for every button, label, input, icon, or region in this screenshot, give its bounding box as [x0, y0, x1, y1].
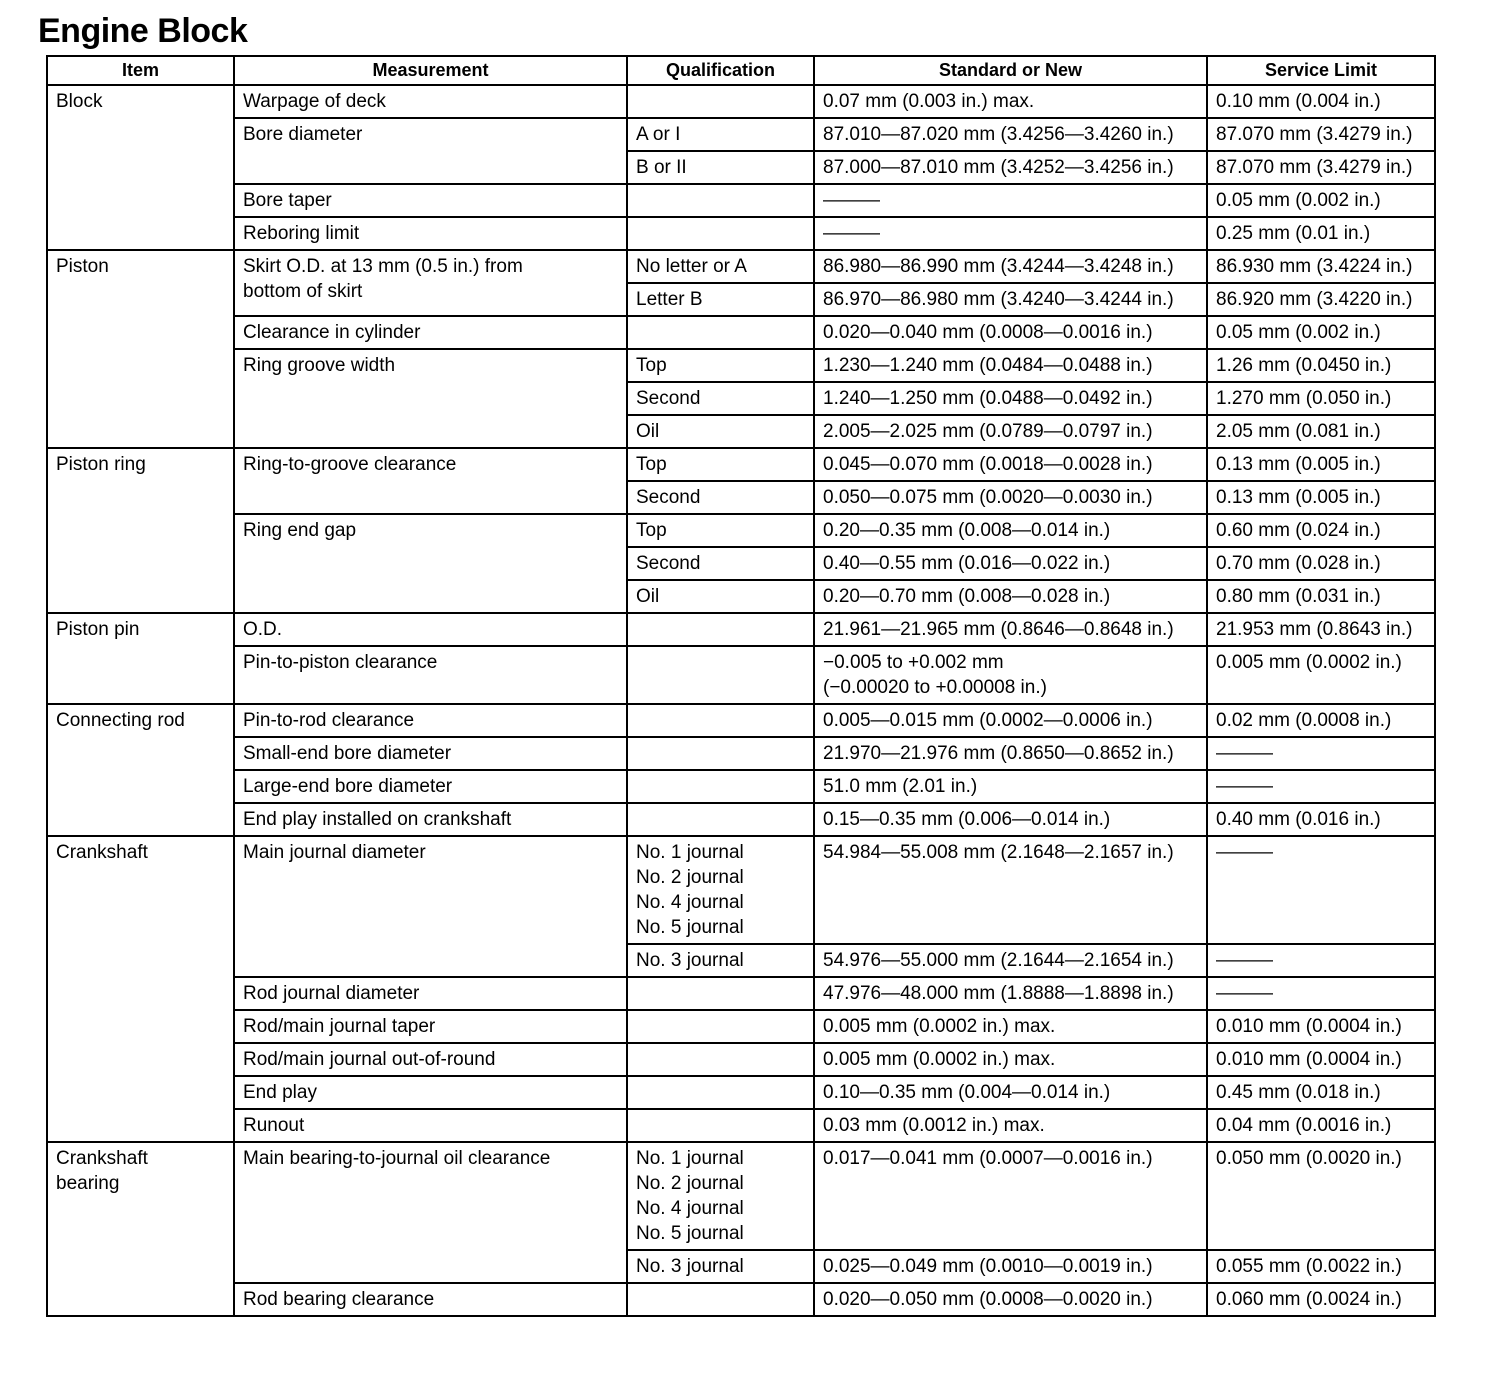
header-service-limit: Service Limit — [1207, 56, 1435, 85]
measurement-cell: End play installed on crankshaft — [234, 803, 627, 836]
measurement-cell: Bore taper — [234, 184, 627, 217]
standard-cell: 0.017—0.041 mm (0.0007—0.0016 in.) — [814, 1142, 1207, 1250]
measurement-cell: Rod/main journal out-of-round — [234, 1043, 627, 1076]
measurement-cell: Large-end bore diameter — [234, 770, 627, 803]
table-row — [47, 803, 1435, 836]
standard-cell: 0.03 mm (0.0012 in.) max. — [814, 1109, 1207, 1142]
measurement-cell: Main bearing-to-journal oil clearance — [234, 1142, 627, 1283]
service-limit-cell: 0.04 mm (0.0016 in.) — [1207, 1109, 1435, 1142]
qualification-cell — [627, 85, 814, 118]
item-cell: Crankshaft — [47, 836, 234, 1142]
standard-cell: 0.050—0.075 mm (0.0020—0.0030 in.) — [814, 481, 1207, 514]
standard-cell: 1.240—1.250 mm (0.0488—0.0492 in.) — [814, 382, 1207, 415]
item-cell: Connecting rod — [47, 704, 234, 836]
qualification-cell: Letter B — [627, 283, 814, 316]
measurement-cell: Ring groove width — [234, 349, 627, 448]
qualification-cell — [627, 803, 814, 836]
qualification-cell — [627, 1109, 814, 1142]
standard-cell: 0.40—0.55 mm (0.016—0.022 in.) — [814, 547, 1207, 580]
standard-cell: 86.970—86.980 mm (3.4240—3.4244 in.) — [814, 283, 1207, 316]
header-standard: Standard or New — [814, 56, 1207, 85]
page-title: Engine Block — [38, 12, 248, 50]
table-row — [47, 118, 1435, 151]
measurement-cell: Pin-to-rod clearance — [234, 704, 627, 737]
qualification-cell: Top — [627, 448, 814, 481]
table-row — [47, 613, 1435, 646]
service-limit-cell: ——— — [1207, 944, 1435, 977]
service-limit-cell: ——— — [1207, 836, 1435, 944]
service-limit-cell: 0.13 mm (0.005 in.) — [1207, 448, 1435, 481]
standard-cell: 0.10—0.35 mm (0.004—0.014 in.) — [814, 1076, 1207, 1109]
qualification-cell — [627, 770, 814, 803]
qualification-cell: Second — [627, 382, 814, 415]
standard-cell: 0.020—0.040 mm (0.0008—0.0016 in.) — [814, 316, 1207, 349]
standard-cell: 21.961—21.965 mm (0.8646—0.8648 in.) — [814, 613, 1207, 646]
service-limit-cell: 1.26 mm (0.0450 in.) — [1207, 349, 1435, 382]
qualification-cell: No. 1 journal No. 2 journal No. 4 journal No. 5 journal — [627, 1142, 814, 1250]
service-limit-cell: 0.02 mm (0.0008 in.) — [1207, 704, 1435, 737]
measurement-cell: Rod bearing clearance — [234, 1283, 627, 1316]
table-row — [47, 184, 1435, 217]
service-limit-cell: 0.05 mm (0.002 in.) — [1207, 316, 1435, 349]
service-limit-cell: 0.25 mm (0.01 in.) — [1207, 217, 1435, 250]
service-limit-cell: 0.005 mm (0.0002 in.) — [1207, 646, 1435, 704]
table-row — [47, 770, 1435, 803]
standard-cell: 54.984—55.008 mm (2.1648—2.1657 in.) — [814, 836, 1207, 944]
table-row — [47, 1043, 1435, 1076]
service-limit-cell: 0.40 mm (0.016 in.) — [1207, 803, 1435, 836]
item-cell: Crankshaft bearing — [47, 1142, 234, 1316]
measurement-cell: Ring-to-groove clearance — [234, 448, 627, 514]
standard-cell: 0.020—0.050 mm (0.0008—0.0020 in.) — [814, 1283, 1207, 1316]
table-row — [47, 316, 1435, 349]
measurement-cell: Main journal diameter — [234, 836, 627, 977]
table-row — [47, 1109, 1435, 1142]
measurement-cell: Reboring limit — [234, 217, 627, 250]
table-row — [47, 514, 1435, 547]
standard-cell: 0.005—0.015 mm (0.0002—0.0006 in.) — [814, 704, 1207, 737]
standard-cell: 21.970—21.976 mm (0.8650—0.8652 in.) — [814, 737, 1207, 770]
table-row — [47, 349, 1435, 382]
table-row — [47, 977, 1435, 1010]
qualification-cell: No. 3 journal — [627, 1250, 814, 1283]
standard-cell: 1.230—1.240 mm (0.0484—0.0488 in.) — [814, 349, 1207, 382]
measurement-cell: Pin-to-piston clearance — [234, 646, 627, 704]
standard-cell: −0.005 to +0.002 mm (−0.00020 to +0.00008 in.) — [814, 646, 1207, 704]
service-limit-cell: ——— — [1207, 770, 1435, 803]
qualification-cell: Top — [627, 514, 814, 547]
qualification-cell — [627, 1043, 814, 1076]
qualification-cell: Top — [627, 349, 814, 382]
engine-block-spec-table — [46, 55, 1436, 1317]
item-cell: Piston pin — [47, 613, 234, 704]
standard-cell: 0.20—0.70 mm (0.008—0.028 in.) — [814, 580, 1207, 613]
qualification-cell — [627, 184, 814, 217]
table-row — [47, 646, 1435, 704]
table-row — [47, 704, 1435, 737]
measurement-cell: Small-end bore diameter — [234, 737, 627, 770]
qualification-cell: B or II — [627, 151, 814, 184]
standard-cell: 0.005 mm (0.0002 in.) max. — [814, 1010, 1207, 1043]
measurement-cell: Ring end gap — [234, 514, 627, 613]
standard-cell: 0.025—0.049 mm (0.0010—0.0019 in.) — [814, 1250, 1207, 1283]
service-limit-cell: 86.920 mm (3.4220 in.) — [1207, 283, 1435, 316]
standard-cell: 87.010—87.020 mm (3.4256—3.4260 in.) — [814, 118, 1207, 151]
qualification-cell: A or I — [627, 118, 814, 151]
item-cell: Block — [47, 85, 234, 250]
qualification-cell — [627, 1283, 814, 1316]
service-limit-cell: 87.070 mm (3.4279 in.) — [1207, 118, 1435, 151]
qualification-cell: Oil — [627, 580, 814, 613]
service-limit-cell: 0.60 mm (0.024 in.) — [1207, 514, 1435, 547]
qualification-cell: Second — [627, 481, 814, 514]
measurement-cell: Clearance in cylinder — [234, 316, 627, 349]
measurement-cell: Skirt O.D. at 13 mm (0.5 in.) from bottom of skirt — [234, 250, 627, 316]
item-cell: Piston ring — [47, 448, 234, 613]
service-limit-cell: 0.010 mm (0.0004 in.) — [1207, 1010, 1435, 1043]
standard-cell: 51.0 mm (2.01 in.) — [814, 770, 1207, 803]
qualification-cell — [627, 737, 814, 770]
qualification-cell — [627, 704, 814, 737]
service-limit-cell: 0.70 mm (0.028 in.) — [1207, 547, 1435, 580]
service-limit-cell: 0.05 mm (0.002 in.) — [1207, 184, 1435, 217]
measurement-cell: O.D. — [234, 613, 627, 646]
measurement-cell: Warpage of deck — [234, 85, 627, 118]
standard-cell: ——— — [814, 217, 1207, 250]
qualification-cell — [627, 646, 814, 704]
service-limit-cell: 0.060 mm (0.0024 in.) — [1207, 1283, 1435, 1316]
measurement-cell: Rod journal diameter — [234, 977, 627, 1010]
header-row — [47, 56, 1435, 85]
table-row — [47, 1076, 1435, 1109]
header-measurement: Measurement — [234, 56, 627, 85]
table-row — [47, 836, 1435, 944]
qualification-cell: No. 3 journal — [627, 944, 814, 977]
qualification-cell: No letter or A — [627, 250, 814, 283]
standard-cell: 0.20—0.35 mm (0.008—0.014 in.) — [814, 514, 1207, 547]
service-limit-cell: 87.070 mm (3.4279 in.) — [1207, 151, 1435, 184]
qualification-cell — [627, 1076, 814, 1109]
standard-cell: ——— — [814, 184, 1207, 217]
qualification-cell — [627, 217, 814, 250]
measurement-cell: End play — [234, 1076, 627, 1109]
standard-cell: 54.976—55.000 mm (2.1644—2.1654 in.) — [814, 944, 1207, 977]
qualification-cell: Second — [627, 547, 814, 580]
service-limit-cell: 21.953 mm (0.8643 in.) — [1207, 613, 1435, 646]
service-limit-cell: ——— — [1207, 737, 1435, 770]
table-row — [47, 1010, 1435, 1043]
service-limit-cell: 0.010 mm (0.0004 in.) — [1207, 1043, 1435, 1076]
service-limit-cell: 2.05 mm (0.081 in.) — [1207, 415, 1435, 448]
item-cell: Piston — [47, 250, 234, 448]
qualification-cell: Oil — [627, 415, 814, 448]
qualification-cell — [627, 1010, 814, 1043]
standard-cell: 0.045—0.070 mm (0.0018—0.0028 in.) — [814, 448, 1207, 481]
service-limit-cell: 0.050 mm (0.0020 in.) — [1207, 1142, 1435, 1250]
standard-cell: 0.005 mm (0.0002 in.) max. — [814, 1043, 1207, 1076]
standard-cell: 2.005—2.025 mm (0.0789—0.0797 in.) — [814, 415, 1207, 448]
table-row — [47, 250, 1435, 283]
service-limit-cell: 1.270 mm (0.050 in.) — [1207, 382, 1435, 415]
table-row — [47, 737, 1435, 770]
table-row — [47, 217, 1435, 250]
service-limit-cell: 0.13 mm (0.005 in.) — [1207, 481, 1435, 514]
measurement-cell: Runout — [234, 1109, 627, 1142]
standard-cell: 47.976—48.000 mm (1.8888—1.8898 in.) — [814, 977, 1207, 1010]
service-limit-cell: 0.80 mm (0.031 in.) — [1207, 580, 1435, 613]
service-limit-cell: 0.45 mm (0.018 in.) — [1207, 1076, 1435, 1109]
service-limit-cell: 0.10 mm (0.004 in.) — [1207, 85, 1435, 118]
table-row — [47, 1142, 1435, 1250]
qualification-cell: No. 1 journal No. 2 journal No. 4 journal No. 5 journal — [627, 836, 814, 944]
standard-cell: 87.000—87.010 mm (3.4252—3.4256 in.) — [814, 151, 1207, 184]
header-qualification: Qualification — [627, 56, 814, 85]
table-row — [47, 448, 1435, 481]
standard-cell: 86.980—86.990 mm (3.4244—3.4248 in.) — [814, 250, 1207, 283]
table-row — [47, 85, 1435, 118]
measurement-cell: Rod/main journal taper — [234, 1010, 627, 1043]
qualification-cell — [627, 316, 814, 349]
table-row — [47, 1283, 1435, 1316]
standard-cell: 0.07 mm (0.003 in.) max. — [814, 85, 1207, 118]
header-item: Item — [47, 56, 234, 85]
standard-cell: 0.15—0.35 mm (0.006—0.014 in.) — [814, 803, 1207, 836]
service-limit-cell: 0.055 mm (0.0022 in.) — [1207, 1250, 1435, 1283]
measurement-cell: Bore diameter — [234, 118, 627, 184]
qualification-cell — [627, 613, 814, 646]
qualification-cell — [627, 977, 814, 1010]
service-limit-cell: ——— — [1207, 977, 1435, 1010]
service-limit-cell: 86.930 mm (3.4224 in.) — [1207, 250, 1435, 283]
